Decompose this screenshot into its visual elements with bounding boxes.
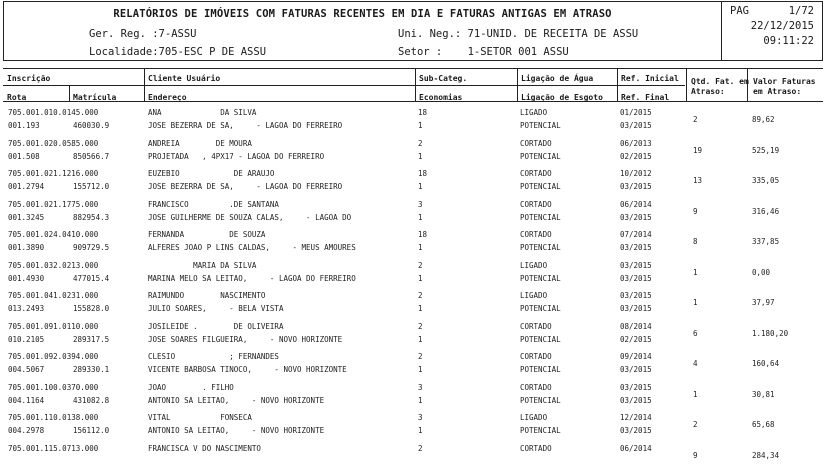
ref-inicial: 09/2014 [620,352,652,362]
qtd-faturas-atraso: 2 [693,115,698,125]
cliente-usuario: FRANCISCO .DE SANTANA [148,200,279,210]
col-separator [144,69,145,101]
qtd-faturas-atraso: 13 [693,176,702,186]
setor [398,46,569,58]
sub-categoria: 2 [418,261,423,271]
col-cliente: Cliente Usuário [148,74,220,83]
valor-faturas-atraso: 337,85 [752,237,779,247]
sub-categoria: 2 [418,444,423,454]
ligacao-agua: CORTADO [520,352,552,362]
ger-reg-value: 7-ASSU [159,28,197,40]
matricula: 155712.0 [73,182,109,192]
cliente-usuario: MARIA DA SILVA [148,261,256,271]
table-row [0,319,826,350]
ref-final: 03/2015 [620,274,652,284]
ref-final: 03/2015 [620,396,652,406]
col-ref-inicial: Ref. Inicial [621,74,679,83]
matricula: 460030.9 [73,121,109,131]
valor-faturas-atraso: 525,19 [752,146,779,156]
sub-categoria: 18 [418,108,427,118]
endereco: MARINA MELO SA LEITAO, - LAGOA DO FERREIRO [148,274,356,284]
valor-faturas-atraso: 284,34 [752,451,779,461]
ref-inicial: 03/2015 [620,261,652,271]
uni-neg [398,28,638,40]
economias: 1 [418,152,423,162]
col-rota: Rota [7,93,26,102]
economias: 1 [418,335,423,345]
endereco: PROJETADA , 4PX17 - LAGOA DO FERREIRO [148,152,324,162]
sub-categoria: 18 [418,169,427,179]
ligacao-agua: CORTADO [520,230,552,240]
col-ligacao-esgoto: Ligação de Esgoto [521,93,603,102]
endereco: JOSE BEZERRA DE SA, - LAGOA DO FERREIRO [148,121,342,131]
table-row [0,227,826,258]
ligacao-agua: LIGADO [520,261,547,271]
matricula: 431082.8 [73,396,109,406]
ref-final: 03/2015 [620,182,652,192]
qtd-faturas-atraso: 9 [693,207,698,217]
ref-inicial: 03/2015 [620,291,652,301]
matricula: 477015.4 [73,274,109,284]
ligacao-esgoto: POTENCIAL [520,152,561,162]
table-row [0,166,826,197]
ref-inicial: 07/2014 [620,230,652,240]
economias: 1 [418,396,423,406]
endereco: ANTONIO SA LEITAO, - NOVO HORIZONTE [148,396,324,406]
qtd-faturas-atraso: 6 [693,329,698,339]
ref-final: 03/2015 [620,121,652,131]
report-time: 09:11:22 [763,35,814,47]
qtd-faturas-atraso: 1 [693,298,698,308]
inscricao: 705.001.110.0138.000 [8,413,98,423]
table-row [0,105,826,136]
qtd-faturas-atraso: 1 [693,390,698,400]
col-ligacao-agua: Ligação de Água [521,74,593,83]
sub-categoria: 3 [418,413,423,423]
ref-inicial: 08/2014 [620,322,652,332]
valor-faturas-atraso: 1.180,20 [752,329,788,339]
sub-categoria: 2 [418,322,423,332]
matricula: 289317.5 [73,335,109,345]
col-ref-final: Ref. Final [621,93,669,102]
page-info [722,1,823,61]
rota: 001.508 [8,152,40,162]
inscricao: 705.001.100.0370.000 [8,383,98,393]
localidade [89,46,266,58]
economias: 1 [418,182,423,192]
localidade-value: 705-ESC P DE ASSU [159,46,266,58]
ligacao-agua: CORTADO [520,139,552,149]
rota: 001.4930 [8,274,44,284]
ref-final: 03/2015 [620,213,652,223]
rota: 001.2794 [8,182,44,192]
endereco: JULIO SOARES, - BELA VISTA [148,304,283,314]
endereco: VICENTE BARBOSA TINOCO, - NOVO HORIZONTE [148,365,347,375]
sub-categoria: 2 [418,291,423,301]
qtd-faturas-atraso: 9 [693,451,698,461]
cliente-usuario: FRANCISCA V DO NASCIMENTO [148,444,261,454]
valor-faturas-atraso: 160,64 [752,359,779,369]
valor-faturas-atraso: 30,81 [752,390,775,400]
ligacao-esgoto: POTENCIAL [520,213,561,223]
rota: 001.193 [8,121,40,131]
col-separator [686,69,687,101]
cliente-usuario: ANA DA SILVA [148,108,256,118]
economias: 1 [418,365,423,375]
ref-final: 02/2015 [620,335,652,345]
rota: 001.3890 [8,243,44,253]
column-header [3,68,823,102]
matricula: 882954.3 [73,213,109,223]
cliente-usuario: FERNANDA DE SOUZA [148,230,265,240]
sub-categoria: 2 [418,139,423,149]
col-separator [69,86,70,101]
economias: 1 [418,243,423,253]
ligacao-agua: CORTADO [520,200,552,210]
ligacao-esgoto: POTENCIAL [520,274,561,284]
cliente-usuario: ANDREIA DE MOURA [148,139,252,149]
cliente-usuario: JOSILEIDE . DE OLIVEIRA [148,322,283,332]
page-label: PAG [730,5,749,17]
ref-final: 03/2015 [620,304,652,314]
ligacao-agua: CORTADO [520,383,552,393]
inscricao: 705.001.024.0410.000 [8,230,98,240]
endereco: ANTONIO SA LEITAO, - NOVO HORIZONTE [148,426,324,436]
ligacao-esgoto: POTENCIAL [520,304,561,314]
col-matricula: Matrícula [73,93,116,102]
inscricao: 705.001.020.0585.000 [8,139,98,149]
table-row [0,410,826,441]
qtd-faturas-atraso: 1 [693,268,698,278]
table-row [0,288,826,319]
economias: 1 [418,304,423,314]
ref-final: 03/2015 [620,426,652,436]
endereco: JOSE GUILHERME DE SOUZA CALAS, - LAGOA DO [148,213,351,223]
ligacao-esgoto: POTENCIAL [520,121,561,131]
col-endereco: Endereço [148,93,187,102]
matricula: 156112.0 [73,426,109,436]
header-divider [3,85,685,86]
table-row [0,197,826,228]
ref-inicial: 12/2014 [620,413,652,423]
ligacao-esgoto: POTENCIAL [520,426,561,436]
col-subcateg: Sub-Categ. [419,74,467,83]
report-title: RELATÓRIOS DE IMÓVEIS COM FATURAS RECENTES EM DIA E FATURAS ANTIGAS EM ATRASO [4,8,721,20]
ligacao-esgoto: POTENCIAL [520,182,561,192]
matricula: 289330.1 [73,365,109,375]
ligacao-agua: LIGADO [520,108,547,118]
cliente-usuario: JOAO . FILHO [148,383,234,393]
inscricao: 705.001.091.0110.000 [8,322,98,332]
economias: 1 [418,213,423,223]
rota: 010.2105 [8,335,44,345]
ligacao-esgoto: POTENCIAL [520,365,561,375]
rota: 004.5067 [8,365,44,375]
endereco: JOSE BEZERRA DE SA, - LAGOA DO FERREIRO [148,182,342,192]
valor-faturas-atraso: 316,46 [752,207,779,217]
inscricao: 705.001.021.1216.000 [8,169,98,179]
table-row [0,136,826,167]
cliente-usuario: CLESIO ; FERNANDES [148,352,279,362]
col-separator [617,69,618,101]
ligacao-esgoto: POTENCIAL [520,396,561,406]
report-date: 22/12/2015 [751,20,814,32]
ref-inicial: 06/2014 [620,200,652,210]
matricula: 909729.5 [73,243,109,253]
ref-inicial: 06/2013 [620,139,652,149]
ref-final: 03/2015 [620,243,652,253]
valor-faturas-atraso: 0,00 [752,268,770,278]
page-number: 1/72 [789,5,814,17]
valor-faturas-atraso: 65,68 [752,420,775,430]
rota: 004.2978 [8,426,44,436]
ligacao-agua: LIGADO [520,413,547,423]
ligacao-agua: CORTADO [520,169,552,179]
inscricao: 705.001.115.0713.000 [8,444,98,454]
endereco: ALFERES JOAO P LINS CALDAS, - MEUS AMOURES [148,243,356,253]
ger-reg-label: Ger. Reg. : [89,28,159,40]
ligacao-agua: LIGADO [520,291,547,301]
ref-inicial: 03/2015 [620,383,652,393]
endereco: JOSE SOARES FILGUEIRA, - NOVO HORIZONTE [148,335,342,345]
inscricao: 705.001.021.1775.000 [8,200,98,210]
uni-neg-label: Uni. Neg.: [398,28,461,40]
cliente-usuario: EUZEBIO DE ARAUJO [148,169,274,179]
qtd-faturas-atraso: 4 [693,359,698,369]
col-qtd-fat: Qtd. Fat. em Atraso: [691,77,749,97]
economias: 1 [418,426,423,436]
qtd-faturas-atraso: 19 [693,146,702,156]
economias: 1 [418,121,423,131]
sub-categoria: 18 [418,230,427,240]
col-separator [415,69,416,101]
sub-categoria: 2 [418,352,423,362]
table-row [0,380,826,411]
ligacao-esgoto: POTENCIAL [520,243,561,253]
economias: 1 [418,274,423,284]
ligacao-agua: CORTADO [520,322,552,332]
rota: 004.1164 [8,396,44,406]
inscricao: 705.001.041.0231.000 [8,291,98,301]
ref-inicial: 06/2014 [620,444,652,454]
matricula: 850566.7 [73,152,109,162]
ref-final: 02/2015 [620,152,652,162]
ger-reg [89,28,196,40]
setor-value: 1-SETOR 001 ASSU [468,46,569,58]
uni-neg-value: 71-UNID. DE RECEITA DE ASSU [468,28,639,40]
report-header [3,1,722,61]
ligacao-esgoto: POTENCIAL [520,335,561,345]
localidade-label: Localidade: [89,46,159,58]
cliente-usuario: VITAL FONSECA [148,413,252,423]
setor-label: Setor : [398,46,442,58]
ref-inicial: 01/2015 [620,108,652,118]
table-row [0,258,826,289]
sub-categoria: 3 [418,200,423,210]
qtd-faturas-atraso: 2 [693,420,698,430]
valor-faturas-atraso: 89,62 [752,115,775,125]
matricula: 155828.0 [73,304,109,314]
ref-final: 03/2015 [620,365,652,375]
sub-categoria: 3 [418,383,423,393]
inscricao: 705.001.032.0213.000 [8,261,98,271]
valor-faturas-atraso: 335,05 [752,176,779,186]
col-economias: Economias [419,93,462,102]
col-valor-faturas: Valor Faturas em Atraso: [753,77,816,97]
rota: 013.2493 [8,304,44,314]
table-row [0,349,826,380]
ligacao-agua: CORTADO [520,444,552,454]
inscricao: 705.001.010.0145.000 [8,108,98,118]
qtd-faturas-atraso: 8 [693,237,698,247]
col-inscricao: Inscrição [7,74,50,83]
inscricao: 705.001.092.0394.000 [8,352,98,362]
cliente-usuario: RAIMUNDO NASCIMENTO [148,291,265,301]
ref-inicial: 10/2012 [620,169,652,179]
rota: 001.3245 [8,213,44,223]
col-separator [517,69,518,101]
records-list [0,105,826,471]
valor-faturas-atraso: 37,97 [752,298,775,308]
